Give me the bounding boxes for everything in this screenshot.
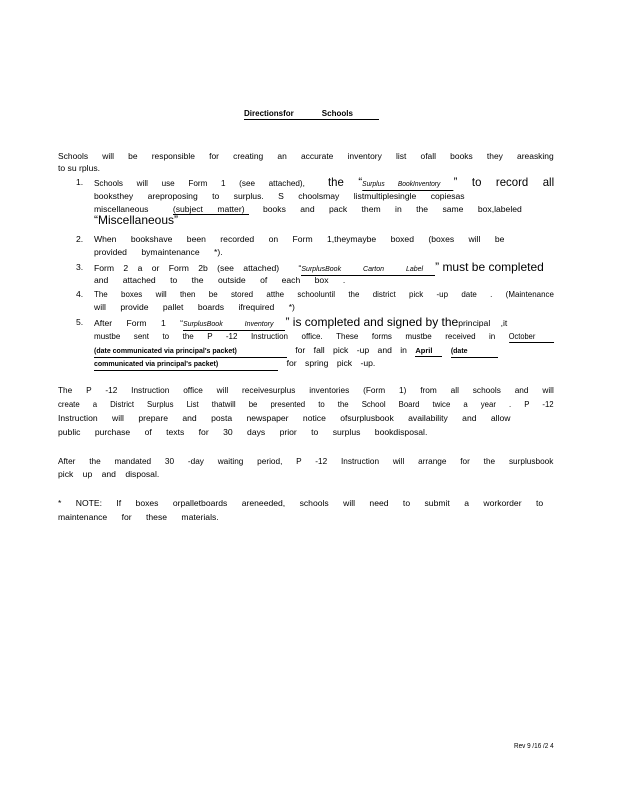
para3-line-2: pick up and disposal.: [58, 469, 160, 479]
item-5-text-d: principal ,it: [458, 318, 508, 328]
title: [244, 108, 379, 120]
para2-line-1: The P -12 Instruction office will receivesurplus inventories (Form 1) from all schools and will: [58, 385, 554, 395]
item-1-form-name: Surplus BookInventory: [362, 180, 453, 191]
item-1-subject: (subject matter): [173, 204, 249, 215]
para2-line-2: create a District Surplus List thatwill be presented to the School Board twice a year . P -12: [58, 399, 554, 409]
item-1-text-c: books and pack them in the same box,labeled: [262, 204, 522, 214]
title-part2: Schools: [322, 109, 379, 120]
note-line-1: * NOTE: If boxes orpalletboards areneeded, schools will need to submit a workorder to: [58, 498, 544, 508]
item-5-line-3: [94, 345, 498, 358]
item-5-line-1: [94, 317, 507, 331]
item-1-number: 1.: [76, 177, 84, 187]
item-5-form-name: SurplusBook Inventory: [183, 320, 285, 331]
item-1-text-d: ” to record all: [453, 175, 555, 189]
para3-line-1: After the mandated 30 -day waiting period, P -12 Instruction will arrange for the surplusbook: [58, 456, 554, 466]
item-3-label-name: SurplusBook Carton Label: [301, 265, 435, 276]
item-1-line-4: “Miscellaneous”: [94, 213, 179, 227]
intro-line-1: Schools will be responsible for creating an accurate inventory list ofall books they areasking: [58, 151, 554, 161]
item-3-text-d: ” must be completed: [435, 260, 544, 274]
item-5-line-2: [94, 331, 554, 343]
item-1-text-a: Schools will use Form 1 (see attached),: [94, 178, 305, 188]
item-3-text-a: Form 2 a or Form 2b (see attached): [94, 263, 280, 273]
intro-line-2: to su rplus.: [58, 163, 101, 173]
item-5-date-note-1: (date communicated via principal's packet): [94, 347, 287, 358]
item-5-april: April: [415, 346, 442, 357]
item-2-number: 2.: [76, 234, 84, 244]
item-3-line-1: [94, 262, 544, 276]
item-3-number: 3.: [76, 262, 84, 272]
item-1-line-1: [94, 177, 554, 191]
item-4-line-2: will provide pallet boards ifrequired *): [94, 302, 295, 312]
item-3-line-2: and attached to the outside of each box .: [94, 275, 346, 285]
item-5-text-2a: mustbe sent to the P -12 Instruction office. These forms mustbe received in: [94, 331, 496, 341]
item-5-number: 5.: [76, 317, 84, 327]
title-part1: Directionsfor: [244, 109, 322, 120]
item-5-text-a: After Form 1 “: [94, 318, 184, 328]
item-2-line-2: provided bymaintenance *).: [94, 247, 223, 257]
item-5-line-4: [94, 358, 375, 371]
item-5-text-c: ” is completed and signed by the: [285, 315, 459, 329]
item-4-number: 4.: [76, 289, 84, 299]
item-5-text-3b: for fall pick -up and in: [295, 345, 407, 355]
item-2-line-1: When bookshave been recorded on Form 1,theymaybe boxed (boxes will be: [94, 234, 505, 244]
item-1-misc: miscellaneous: [94, 204, 149, 214]
note-line-2: maintenance for these materials.: [58, 512, 219, 522]
item-5-date-open: (date: [451, 347, 498, 358]
item-5-october: October: [509, 332, 554, 343]
item-3-quote-open: “: [298, 263, 302, 273]
item-1-quote-open: the “: [328, 175, 363, 189]
item-5-date-note-2: communicated via principal's packet): [94, 360, 278, 371]
para2-line-4: public purchase of texts for 30 days prior to surplus bookdisposal.: [58, 427, 428, 437]
item-4-line-1: The boxes will then be stored atthe schooluntil the district pick -up date . (Maintenance: [94, 289, 554, 299]
item-5-text-4b: for spring pick -up.: [286, 358, 376, 368]
item-1-line-2: booksthey areproposing to surplus. S choolsmay listmultiplesingle copiesas: [94, 191, 465, 201]
para2-line-3: Instruction will prepare and posta newspaper notice ofsurplusbook availability and allow: [58, 413, 511, 423]
revision-footer: Rev 9 /16 /2 4: [514, 743, 554, 750]
